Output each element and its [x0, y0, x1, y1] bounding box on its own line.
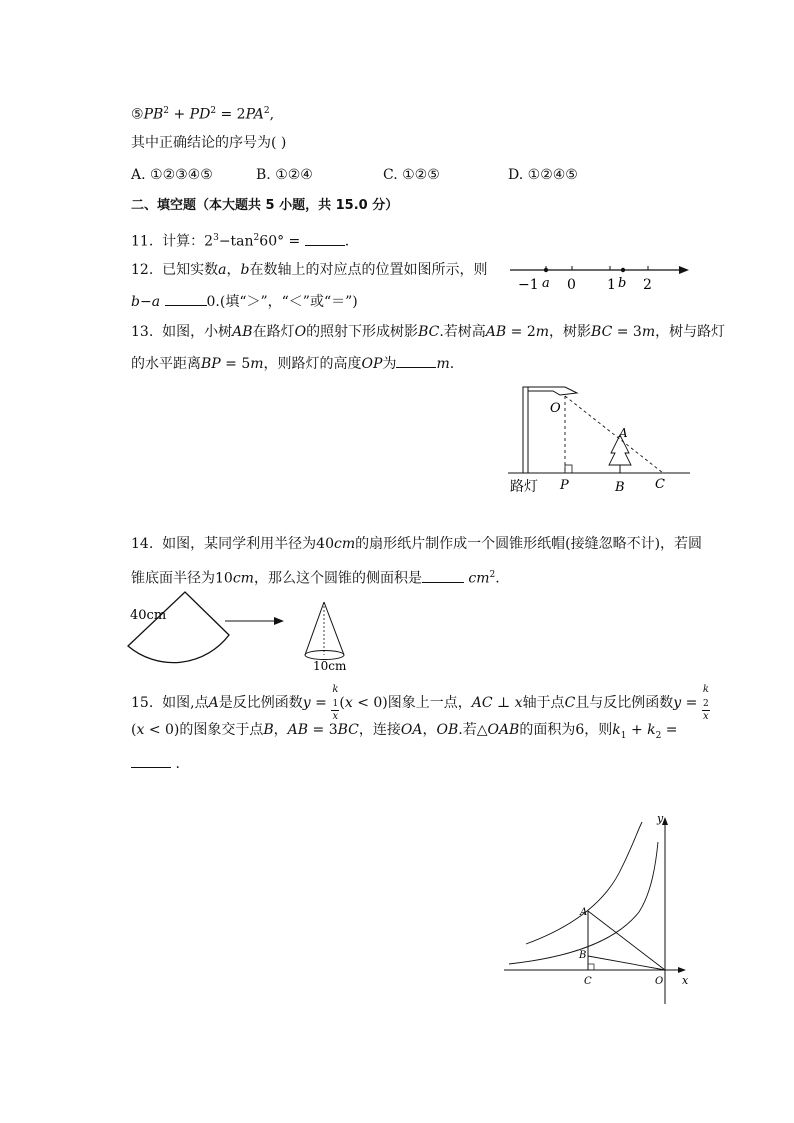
label-A2: A — [580, 907, 588, 918]
section-heading: 二、填空题（本大题共 5 小题，共 15.0 分） — [131, 198, 399, 213]
option-b[interactable]: B. ①②④ — [256, 167, 313, 183]
tick-neg1: −1 — [518, 277, 539, 293]
number-line — [505, 258, 695, 298]
q13-line1: 13. 如图，小树AB在路灯O的照射下形成树影BC.若树高AB = 2m，树影BC = 3m，树与路灯 — [131, 324, 726, 340]
option-d[interactable]: D. ①②④⑤ — [508, 167, 578, 183]
radius-label: 40cm — [130, 608, 167, 623]
label-O: O — [550, 401, 561, 416]
streetlamp-figure — [505, 383, 695, 498]
base-label: 10cm — [313, 659, 347, 673]
label-O2: O — [655, 976, 664, 987]
cone-figure — [128, 590, 368, 672]
option-a[interactable]: A. ①②③④⑤ — [131, 167, 213, 183]
label-C: C — [655, 477, 665, 492]
label-B2: B — [579, 950, 587, 961]
label-B: B — [615, 480, 625, 495]
label-y: y — [657, 812, 664, 825]
tick-1: 1 — [607, 277, 616, 293]
lamp-label: 路灯 — [510, 479, 538, 495]
q14-line2: 锥底面半径为10cm，那么这个圆锥的侧面积是 $cm^2$. — [131, 565, 500, 589]
q15-line3: . — [131, 753, 180, 774]
q12-line1: 12. 已知实数a，b在数轴上的对应点的位置如图所示，则 — [131, 262, 488, 278]
q10-item5: $⑤PB^2 + PD^2 = 2PA^2$, — [131, 106, 275, 123]
hyperbola-figure — [504, 812, 704, 1012]
q15-line1: 15. 如图,点A是反比例函数y = k $_1$ x (x < 0)图象上一点，AC ⊥ x轴于点C且与反比例函数y = k $_2$ x — [131, 684, 709, 722]
tick-0: 0 — [567, 277, 576, 293]
label-A: A — [619, 426, 628, 440]
label-x: x — [682, 974, 689, 987]
label-b: b — [618, 276, 627, 291]
q11: 11. 计算：$2^3-\tan^260^\circ$ = . — [131, 228, 349, 252]
q15-line2: (x < 0)的图象交于点B，AB = 3BC，连接OA，OB.若△OAB的面积为6，则$k_1 + k_2$ = — [131, 722, 678, 741]
q13-line2: 的水平距离BP = 5m，则路灯的高度OP为 m. — [131, 353, 454, 374]
option-c[interactable]: C. ①②⑤ — [383, 167, 440, 183]
label-P: P — [560, 478, 569, 493]
q10-prompt: 其中正确结论的序号为( ) — [131, 135, 287, 151]
q14-line1: 14. 如图，某同学利用半径为40cm的扇形纸片制作成一个圆锥形纸帽(接缝忽略不计)，若圆 — [131, 536, 703, 552]
q12-line2: b−a 0.(填“＞”，“＜”或“＝”) — [131, 291, 358, 312]
tick-2: 2 — [643, 277, 652, 293]
label-C2: C — [584, 976, 592, 987]
label-a: a — [542, 276, 550, 291]
